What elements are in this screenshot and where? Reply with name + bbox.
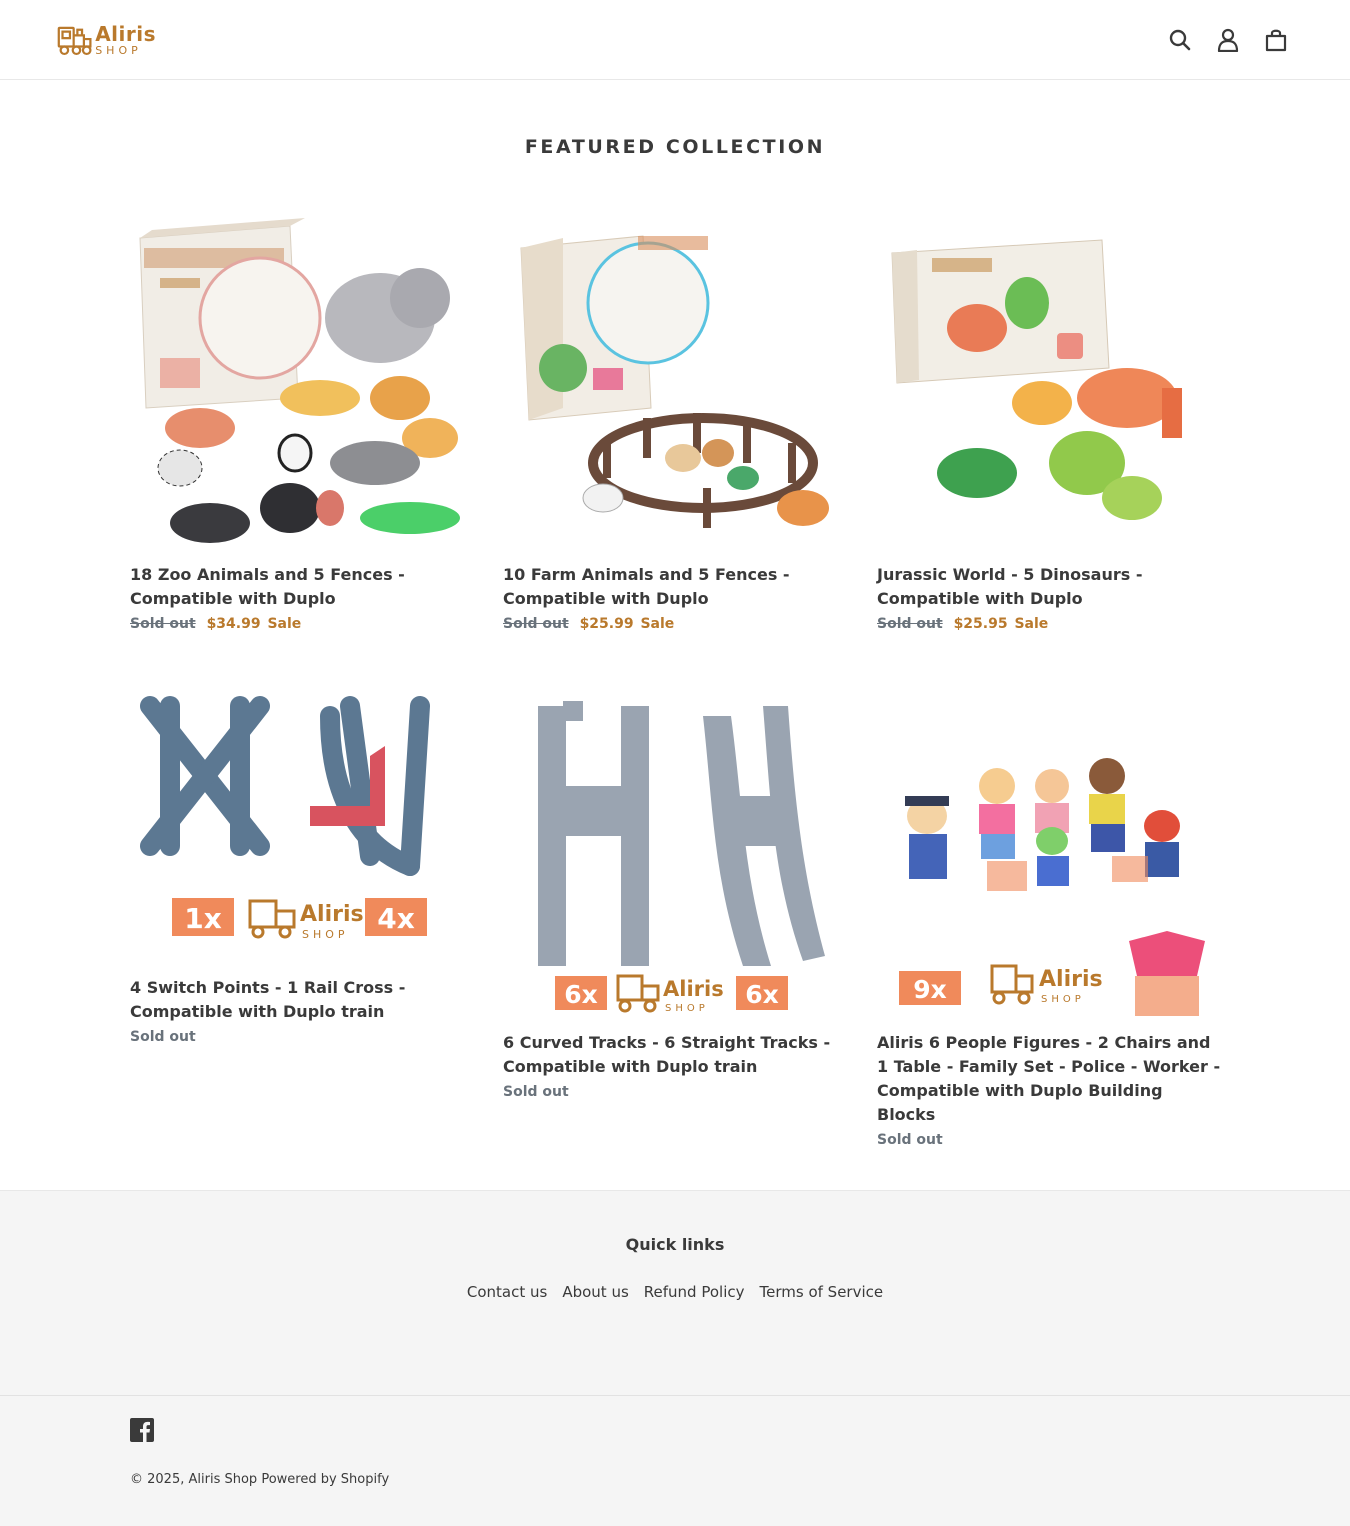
cart-icon[interactable]: [1262, 22, 1290, 58]
image-label: 1x: [184, 902, 222, 935]
product-title[interactable]: Aliris 6 People Figures - 2 Chairs and 1 Table - Family Set - Police - Worker - Compatible with Duplo Building Blocks: [877, 1033, 1221, 1124]
product-title[interactable]: 6 Curved Tracks - 6 Straight Tracks - Compatible with Duplo train: [503, 1033, 831, 1076]
product-image[interactable]: [503, 208, 848, 553]
product-card[interactable]: [877, 208, 1222, 634]
product-price: [130, 614, 475, 634]
product-price: [503, 614, 848, 634]
product-image[interactable]: [503, 676, 848, 1021]
svg-text:Aliris: Aliris: [300, 902, 364, 927]
svg-text:Aliris: Aliris: [663, 977, 724, 1001]
product-title[interactable]: 10 Farm Animals and 5 Fences - Compatible with Duplo: [503, 565, 790, 608]
account-icon[interactable]: [1214, 22, 1242, 58]
footer-link-terms[interactable]: Terms of Service: [759, 1283, 884, 1301]
product-card[interactable]: [130, 676, 475, 1047]
footer-link-refund[interactable]: Refund Policy: [643, 1283, 745, 1301]
site-header: [0, 0, 1350, 80]
sale-badge: Sale: [267, 616, 302, 632]
search-icon[interactable]: [1166, 22, 1194, 58]
shop-logo[interactable]: [56, 20, 156, 60]
sale-price: $25.95: [953, 616, 1008, 632]
product-image[interactable]: [130, 676, 475, 966]
product-title[interactable]: 18 Zoo Animals and 5 Fences - Compatible with Duplo: [130, 565, 405, 608]
product-card[interactable]: [503, 676, 848, 1102]
product-price: [130, 1027, 475, 1047]
product-image[interactable]: [130, 208, 475, 553]
product-card[interactable]: [877, 676, 1222, 1150]
product-card[interactable]: [503, 208, 848, 634]
image-label: 6x: [745, 980, 779, 1009]
footer-quick-links: [0, 1190, 1350, 1395]
sold-out-label: Sold out: [130, 616, 196, 632]
image-label: 4x: [377, 902, 415, 935]
sold-out-label: Sold out: [503, 616, 569, 632]
sold-out-label: Sold out: [877, 616, 943, 632]
shop-name-link[interactable]: Aliris Shop: [188, 1472, 258, 1487]
sale-price: $25.99: [579, 616, 634, 632]
footer-link-contact[interactable]: Contact us: [466, 1283, 548, 1301]
logo-sub: SHOP: [95, 44, 142, 57]
svg-text:SHOP: SHOP: [665, 1003, 709, 1014]
product-image[interactable]: [877, 676, 1222, 1021]
product-card[interactable]: [130, 208, 475, 634]
product-price: [877, 1130, 1222, 1150]
product-image[interactable]: [877, 208, 1222, 553]
quick-links-list: [0, 1283, 1350, 1301]
quick-links-title: Quick links: [625, 1235, 725, 1254]
copyright-prefix: © 2025,: [130, 1472, 185, 1487]
product-price: [503, 1082, 848, 1102]
footer-bottom: [0, 1395, 1350, 1526]
sale-badge: Sale: [640, 616, 675, 632]
product-price: [877, 614, 1222, 634]
powered-by-link[interactable]: Powered by Shopify: [261, 1472, 390, 1487]
image-label: 6x: [564, 980, 598, 1009]
footer-link-about[interactable]: About us: [562, 1283, 629, 1301]
product-title[interactable]: Jurassic World - 5 Dinosaurs - Compatible with Duplo: [877, 565, 1143, 608]
svg-text:SHOP: SHOP: [1041, 994, 1085, 1005]
sold-out-label: Sold out: [877, 1132, 943, 1148]
svg-text:SHOP: SHOP: [302, 928, 349, 941]
product-title[interactable]: 4 Switch Points - 1 Rail Cross - Compatible with Duplo train: [130, 978, 406, 1021]
train-logo-icon: [56, 21, 93, 59]
copyright: [130, 1472, 389, 1487]
logo-name: Aliris: [95, 22, 156, 46]
section-title: FEATURED COLLECTION: [524, 136, 826, 158]
svg-text:Aliris: Aliris: [1039, 967, 1103, 992]
image-label: 9x: [913, 975, 947, 1004]
sale-price: $34.99: [206, 616, 261, 632]
facebook-icon[interactable]: [130, 1418, 154, 1442]
sold-out-label: Sold out: [130, 1029, 196, 1045]
sale-badge: Sale: [1014, 616, 1049, 632]
sold-out-label: Sold out: [503, 1084, 569, 1100]
